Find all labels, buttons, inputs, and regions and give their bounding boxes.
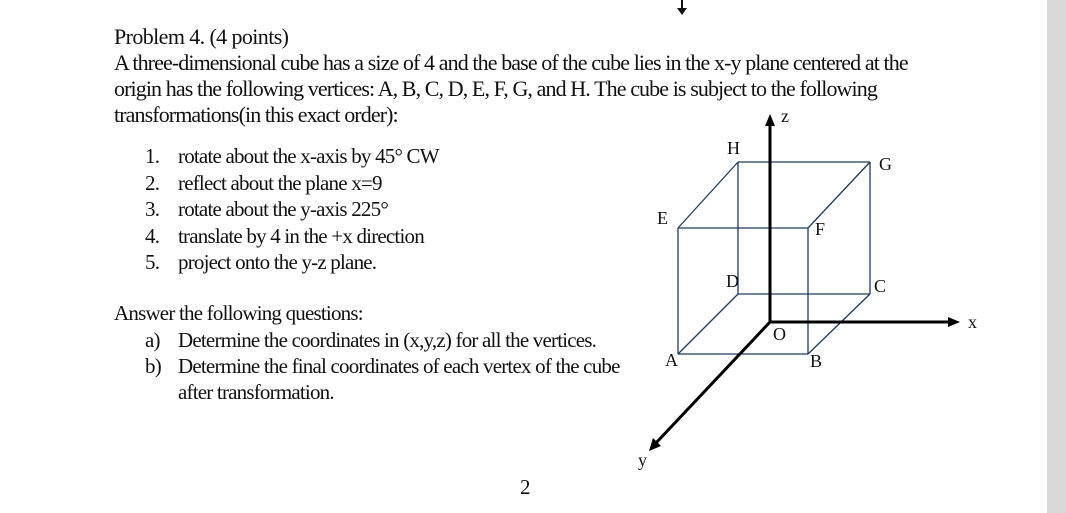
- question-item: [145, 353, 648, 405]
- vertex-label-e: E: [657, 208, 668, 228]
- intro-line: A three-dimensional cube has a size of 4 and the base of the cube lies in the x-y plane centered at the: [114, 50, 908, 75]
- step-text: rotate about the y-axis 225°: [178, 197, 388, 221]
- cube-edge: [678, 162, 738, 228]
- step-text: translate by 4 in the +x direction: [178, 223, 424, 248]
- step-number: 2.: [145, 170, 160, 195]
- step-text: rotate about the x-axis by 45° CW: [178, 144, 439, 168]
- step-text: project onto the y-z plane.: [178, 250, 377, 274]
- step-number: 4.: [145, 223, 160, 248]
- axis-label-y: y: [638, 450, 647, 470]
- intro-line: transformations(in this exact order):: [114, 102, 398, 127]
- origin-label: O: [773, 324, 786, 344]
- vertex-label-a: A: [665, 350, 678, 370]
- step-number: 5.: [145, 250, 160, 274]
- page-edge-bar: [1047, 0, 1066, 513]
- question-text: Determine the final coordinates of each vertex of the cube after transformation.: [178, 354, 620, 404]
- question-letter: a): [145, 328, 160, 352]
- step-item: [145, 170, 439, 197]
- step-number: 1.: [145, 144, 160, 168]
- step-number: 3.: [145, 197, 160, 221]
- answer-heading: Answer the following questions:: [114, 301, 363, 325]
- step-text: reflect about the plane x=9: [178, 170, 382, 195]
- transformation-steps: [145, 143, 439, 276]
- question-item: [145, 327, 648, 353]
- step-item: [145, 196, 439, 223]
- axis-label-z: z: [781, 106, 789, 126]
- vertex-label-c: C: [874, 276, 887, 296]
- y-axis: [655, 322, 770, 444]
- step-item: [145, 223, 439, 250]
- question-letter: b): [145, 354, 161, 378]
- vertex-label-h: H: [727, 138, 740, 158]
- cube-edge: [808, 294, 870, 354]
- problem-title: Problem 4. (4 points): [114, 24, 289, 49]
- step-item: [145, 143, 439, 170]
- down-arrow-icon: [672, 0, 692, 18]
- z-axis-arrowhead: [765, 114, 775, 126]
- vertex-label-b: B: [810, 351, 823, 371]
- cube-edge: [678, 294, 738, 354]
- axis-label-x: x: [968, 312, 977, 332]
- vertex-label-d: D: [726, 271, 739, 291]
- x-axis-arrowhead: [948, 317, 960, 327]
- question-list: [145, 327, 648, 405]
- cube-diagram: [620, 100, 1020, 480]
- page-number: 2: [520, 475, 531, 499]
- intro-line: origin has the following vertices: A, B, C, D, E, F, G, and H. The cube is subject to the following: [114, 76, 877, 101]
- vertex-label-f: F: [815, 219, 826, 239]
- step-item: [145, 249, 439, 276]
- question-text: Determine the coordinates in (x,y,z) for all the vertices.: [178, 328, 597, 352]
- vertex-label-g: G: [879, 154, 892, 174]
- axes: [655, 124, 950, 444]
